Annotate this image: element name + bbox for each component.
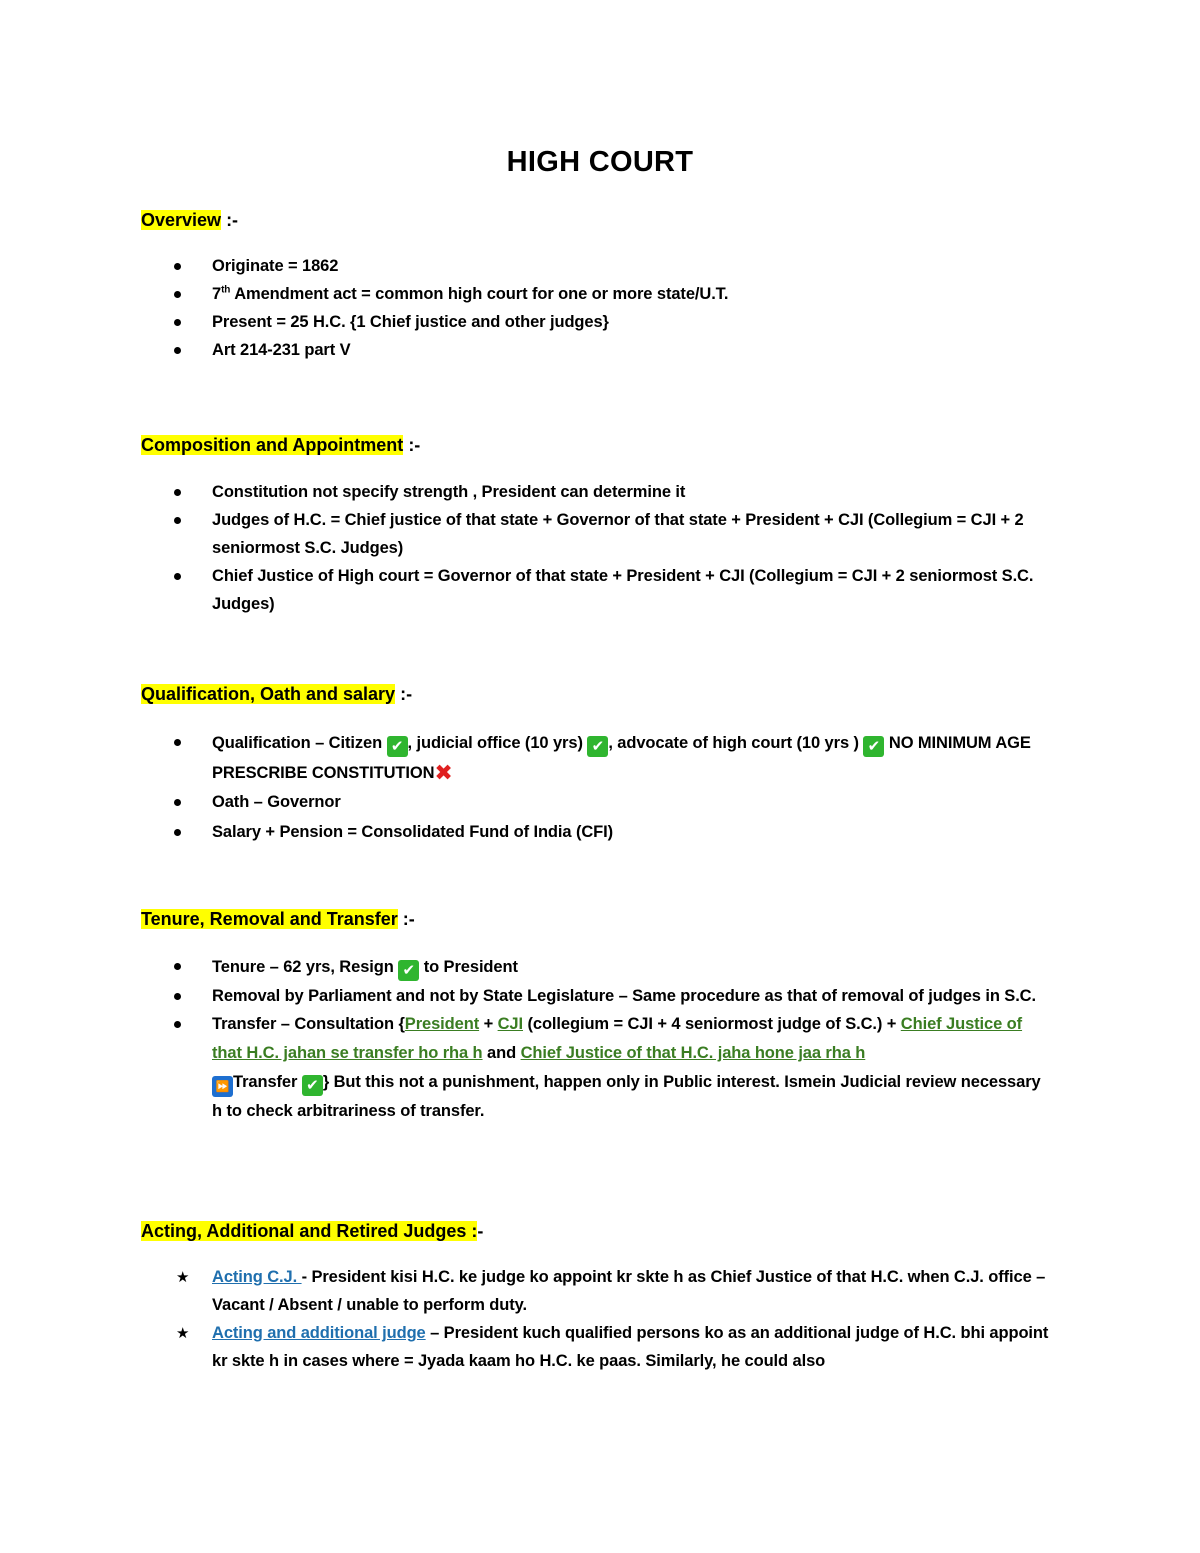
list-item: Chief Justice of High court = Governor of that state + President + CJI (Collegium = CJI + 2 seniormost S.C. Judges) xyxy=(0,562,1052,618)
list-item: Originate = 1862 xyxy=(0,252,1052,280)
list-item: Present = 25 H.C. {1 Chief justice and other judges} xyxy=(0,308,1052,336)
list-item: Art 214-231 part V xyxy=(0,336,1052,364)
page-title: HIGH COURT xyxy=(506,146,694,178)
link-chief-justice-to[interactable]: Chief Justice of that H.C. jaha hone jaa rha h xyxy=(520,1044,866,1062)
check-icon: ✔ xyxy=(587,736,608,757)
bullet-icon xyxy=(174,347,181,354)
heading-suffix: - xyxy=(477,1221,484,1241)
list-item: ★ Acting and additional judge – President kuch qualified persons ko as an additional judge of H.C. bhi appoint kr skte h in cases where = Jyada kaam ho H.C. ke paas. Similarly, he could also xyxy=(0,1319,1052,1375)
heading-text: Overview xyxy=(141,210,222,230)
check-icon: ✔ xyxy=(387,736,408,757)
check-icon: ✔ xyxy=(863,736,884,757)
bullet-icon xyxy=(174,829,181,836)
heading-suffix: :- xyxy=(397,909,415,929)
star-icon: ★ xyxy=(176,1324,190,1342)
section-heading-tenure xyxy=(141,907,415,931)
heading-text: Acting, Additional and Retired Judges : xyxy=(141,1221,478,1241)
list-item: 7th Amendment act = common high court for one or more state/U.T. xyxy=(0,280,1052,308)
bullet-icon xyxy=(174,963,181,970)
bullet-icon xyxy=(174,1021,181,1028)
list-item: Qualification – Citizen ✔ , judicial office (10 yrs) ✔ , advocate of high court (10 yrs ) ✔ NO MINIMUM AGE PRESCRIBE CONSTITUTION✖ xyxy=(0,728,1052,788)
tenure-list xyxy=(0,952,1200,1126)
bullet-icon xyxy=(174,319,181,326)
section-heading-acting xyxy=(141,1219,483,1243)
list-item: Tenure – 62 yrs, Resign ✔ to President xyxy=(0,952,1052,982)
list-item: Removal by Parliament and not by State Legislature – Same procedure as that of removal of judges in S.C. xyxy=(0,982,1052,1010)
bullet-icon xyxy=(174,517,181,524)
heading-suffix: :- xyxy=(395,684,413,704)
link-cji[interactable]: CJI xyxy=(497,1015,523,1033)
check-icon: ✔ xyxy=(398,960,419,981)
heading-text: Qualification, Oath and salary xyxy=(141,684,396,704)
composition-list xyxy=(0,478,1200,618)
bullet-icon xyxy=(174,263,181,270)
bullet-icon xyxy=(174,799,181,806)
bullet-icon xyxy=(174,739,181,746)
list-item: Oath – Governor xyxy=(0,788,1052,816)
list-item: Constitution not specify strength , President can determine it xyxy=(0,478,1052,506)
list-item: Judges of H.C. = Chief justice of that state + Governor of that state + President + CJI (Collegium = CJI + 2 seniormost S.C. Judges) xyxy=(0,506,1052,562)
heading-suffix: :- xyxy=(221,210,239,230)
heading-suffix: :- xyxy=(403,435,421,455)
qualification-list xyxy=(0,728,1200,846)
list-item: Salary + Pension = Consolidated Fund of India (CFI) xyxy=(0,818,1052,846)
fast-forward-icon: ⏩ xyxy=(212,1076,233,1097)
check-icon: ✔ xyxy=(302,1075,323,1096)
overview-list xyxy=(0,252,1200,364)
link-acting-cj[interactable]: Acting C.J. xyxy=(212,1268,302,1286)
section-heading-composition xyxy=(141,433,420,457)
heading-text: Composition and Appointment xyxy=(141,435,404,455)
star-icon: ★ xyxy=(176,1268,190,1286)
link-acting-additional-judge[interactable]: Acting and additional judge xyxy=(212,1324,426,1342)
bullet-icon xyxy=(174,291,181,298)
section-heading-qualification xyxy=(141,682,412,706)
bullet-icon xyxy=(174,993,181,1000)
cross-icon: ✖ xyxy=(434,761,453,786)
list-item: ★ Acting C.J. - President kisi H.C. ke judge ko appoint kr skte h as Chief Justice of that H.C. when C.J. office – Vacant / Absent / unable to perform duty. xyxy=(0,1263,1052,1319)
heading-text: Tenure, Removal and Transfer xyxy=(141,909,398,929)
acting-list xyxy=(0,1263,1200,1375)
section-heading-overview xyxy=(141,208,238,232)
bullet-icon xyxy=(174,573,181,580)
bullet-icon xyxy=(174,489,181,496)
link-president[interactable]: President xyxy=(404,1015,480,1033)
link-chief-justice-from[interactable]: Chief Justice of that H.C. jahan se transfer ho rha h xyxy=(212,1015,1023,1062)
list-item: Transfer – Consultation {President + CJI (collegium = CJI + 4 seniormost judge of S.C.) + Chief Justice of that H.C. jahan se transfer ho rha h and Chief Justice of that H.C. jaha hone jaa rha h ⏩ Transfer ✔ } But this not a punishment, happen only in Public interest. Ismein Judicial review necessary h to check arbitrariness of transfer. xyxy=(0,1010,1052,1126)
